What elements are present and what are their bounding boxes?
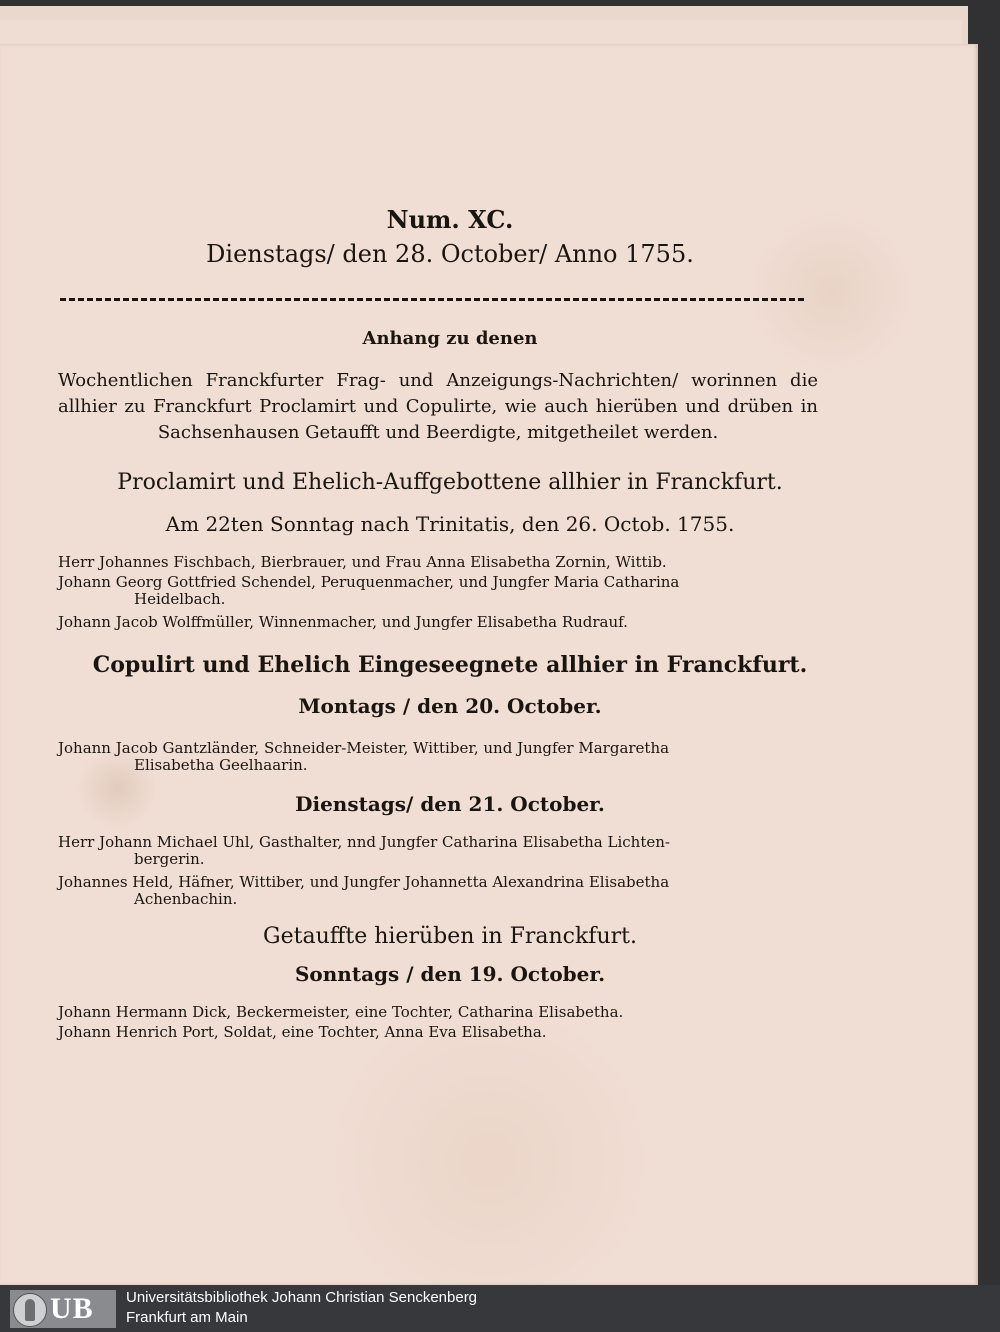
section-heading-copulirt: Copulirt und Ehelich Eingeseegnete allhier in Franckfurt. — [92, 652, 808, 678]
section-heading-getauffte: Getauffte hierüben in Franckfurt. — [263, 924, 637, 949]
entry — [58, 874, 810, 908]
entry — [58, 574, 810, 608]
entry-line: Johann Georg Gottfried Schendel, Peruquenmacher, und Jungfer Maria Catharina — [58, 573, 680, 591]
section-date: Sonntags / den 19. October. — [294, 962, 606, 986]
entry-line: Herr Johann Michael Uhl, Gasthalter, nnd Jungfer Catharina Elisabetha Lichten- — [58, 833, 670, 851]
entry-continuation: bergerin. — [134, 850, 205, 868]
institution-city: Frankfurt am Main — [126, 1309, 248, 1326]
entry-line: Herr Johannes Fischbach, Bierbrauer, und Frau Anna Elisabetha Zornin, Wittib. — [58, 553, 667, 571]
ub-logo[interactable] — [10, 1290, 116, 1328]
section-date: Am 22ten Sonntag nach Trinitatis, den 26. Octob. 1755. — [165, 512, 735, 536]
intro-title: Anhang zu denen — [362, 328, 538, 349]
divider-rule — [60, 298, 804, 301]
section-date: Dienstags/ den 21. October. — [295, 792, 605, 816]
entry-line: Johann Jacob Wolffmüller, Winnenmacher, und Jungfer Elisabetha Rudrauf. — [58, 613, 628, 631]
intro-text: Wochentlichen Franckfurter Frag- und Anzeigungs-Nachrichten/ worinnen die allhier zu Franckfurt Proclamirt und Copulirte, wie auch hierüben und drüben in Sachsenhausen Getaufft und Beerdigte, mitgetheilet werden. — [58, 370, 818, 443]
issue-date: Dienstags/ den 28. October/ Anno 1755. — [206, 240, 694, 268]
seal-icon — [13, 1293, 47, 1327]
entry-line: Johann Jacob Gantzländer, Schneider-Meister, Wittiber, und Jungfer Margaretha — [58, 739, 670, 757]
entry-line: Johannes Held, Häfner, Wittiber, und Jungfer Johannetta Alexandrina Elisabetha — [58, 873, 670, 891]
entry-line: Johann Hermann Dick, Beckermeister, eine Tochter, Catharina Elisabetha. — [58, 1003, 624, 1021]
entry-continuation: Achenbachin. — [134, 890, 238, 908]
entry — [58, 740, 810, 774]
entry-line: Johann Henrich Port, Soldat, eine Tochter, Anna Eva Elisabetha. — [58, 1023, 547, 1041]
entry — [58, 554, 810, 571]
issue-number: Num. XC. — [386, 205, 514, 234]
logo-text: UB — [50, 1292, 94, 1325]
entry — [58, 834, 810, 868]
entry — [58, 614, 810, 631]
entry — [58, 1004, 810, 1021]
section-heading-proclamirt: Proclamirt und Ehelich-Auffgebottene allhier in Franckfurt. — [117, 470, 783, 495]
section-date: Montags / den 20. October. — [298, 694, 602, 718]
entry-continuation: Heidelbach. — [134, 590, 226, 608]
entry — [58, 1024, 810, 1041]
institution-name: Universitätsbibliothek Johann Christian Senckenberg — [126, 1289, 478, 1306]
library-footer — [0, 1285, 1000, 1332]
entry-continuation: Elisabetha Geelhaarin. — [134, 756, 308, 774]
